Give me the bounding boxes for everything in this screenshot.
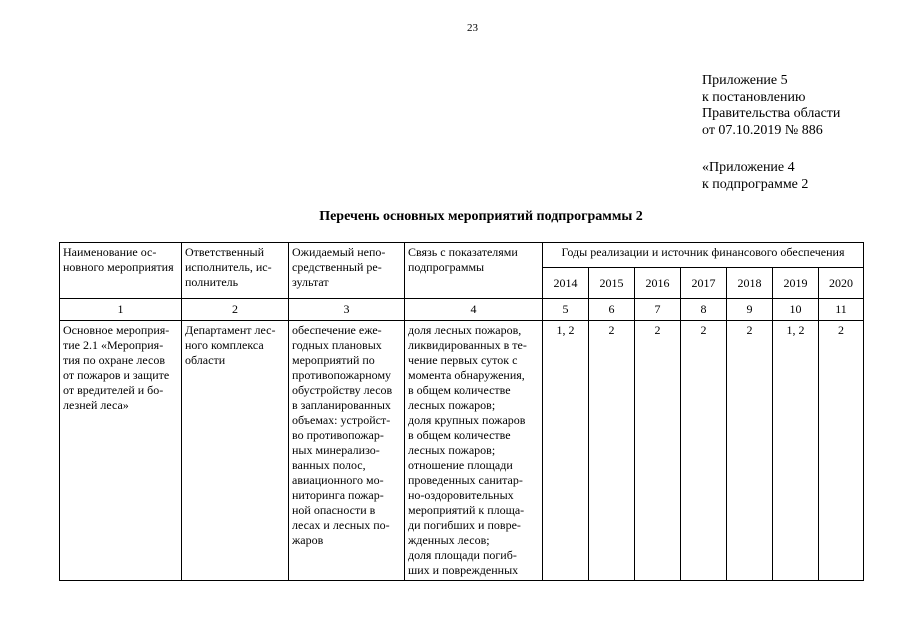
activities-table [59,242,864,581]
year-header: 2015 [589,268,635,299]
appendix-sub-block [702,160,808,193]
appendix-sub-line: к подпрограмме 2 [702,176,809,192]
header-responsible: Ответственный исполнитель, ис- полнитель [182,243,289,299]
header-main-activity: Наименование ос- новного мероприятия [60,243,182,299]
column-number: 8 [681,299,727,321]
year-header: 2017 [681,268,727,299]
year-header: 2016 [635,268,681,299]
cell-year-source: 2 [819,321,864,581]
year-header: 2020 [819,268,864,299]
appendix-sub-line: «Приложение 4 [702,160,795,175]
cell-responsible: Департамент лес- ного комплекса области [182,321,289,581]
cell-year-source: 1, 2 [543,321,589,581]
cell-indicators-link: доля лесных пожаров, ликвидированных в те- чение первых суток с момента обнаружения, в общем количестве лесных пожаров; доля крупных пожаров в общем количестве лесных пожаров; отношение площади проведенных санитар- но-оздоровительных мероприятий к площа- ди погибших и повре- жденных лесов; доля площади погиб- ших и поврежденных [405,321,543,581]
column-number: 2 [182,299,289,321]
year-header: 2014 [543,268,589,299]
activities-table-wrapper [59,242,864,581]
cell-year-source: 2 [727,321,773,581]
page-number: 23 [467,22,478,34]
column-number-row [60,299,864,321]
cell-year-source: 1, 2 [773,321,819,581]
appendix-line: от 07.10.2019 № 886 [702,122,823,138]
column-number: 7 [635,299,681,321]
appendix-line: Правительства области [702,106,841,121]
column-number: 10 [773,299,819,321]
table-row [60,321,864,581]
cell-expected-result: обеспечение еже- годных плановых мероприятий по противопожарному обустройству лесов в запланированных объемах: устройст- во противопожар- ных минерализо- ванных полос, авиационного мо- ниторинга пожар- ной опасности в лесах и лесных по- жаров [289,321,405,581]
cell-year-source: 2 [635,321,681,581]
header-years-group: Годы реализации и источник финансового обеспечения [543,243,864,268]
column-number: 4 [405,299,543,321]
header-row [60,243,864,268]
appendix-block [702,73,840,139]
column-number: 11 [819,299,864,321]
appendix-line: к постановлению [702,89,806,105]
column-number: 6 [589,299,635,321]
column-number: 3 [289,299,405,321]
column-number: 1 [60,299,182,321]
header-expected-result: Ожидаемый непо- средственный ре- зультат [289,243,405,299]
column-number: 5 [543,299,589,321]
appendix-line: Приложение 5 [702,73,788,88]
year-header: 2018 [727,268,773,299]
document-title: Перечень основных мероприятий подпрограммы 2 [319,209,643,224]
cell-year-source: 2 [589,321,635,581]
cell-year-source: 2 [681,321,727,581]
column-number: 9 [727,299,773,321]
year-header: 2019 [773,268,819,299]
cell-main-activity: Основное мероприя- тие 2.1 «Мероприя- тия по охране лесов от пожаров и защите от вредителей и бо- лезней леса» [60,321,182,581]
header-indicators-link: Связь с показателями подпрограммы [405,243,543,299]
